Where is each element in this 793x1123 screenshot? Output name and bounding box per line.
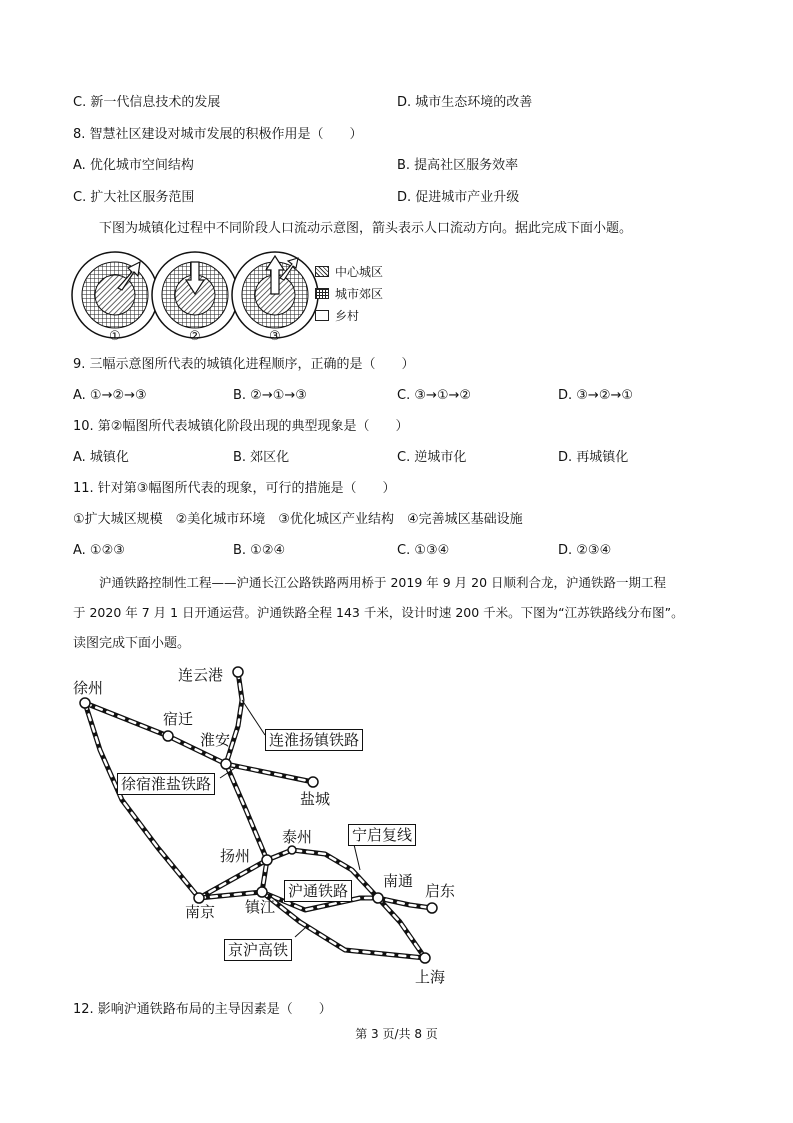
label-xusu-railway: 徐宿淮盐铁路 bbox=[117, 773, 215, 795]
q8-option-d: D. 促进城市产业升级 bbox=[397, 190, 520, 205]
q9-option-d: D. ③→②→① bbox=[558, 388, 634, 403]
station-xuzhou bbox=[80, 698, 90, 708]
station-shanghai bbox=[420, 953, 430, 963]
legend-swatch-hatch bbox=[315, 266, 329, 277]
city-shanghai: 上海 bbox=[415, 968, 446, 986]
label-jinghu-railway: 京沪高铁 bbox=[224, 939, 292, 961]
circle-label-2: ② bbox=[189, 329, 201, 344]
city-xuzhou: 徐州 bbox=[73, 679, 104, 697]
q7-option-c: C. 新一代信息技术的发展 bbox=[73, 95, 221, 110]
q8-option-b: B. 提高社区服务效率 bbox=[397, 158, 519, 173]
city-suqian: 宿迁 bbox=[163, 710, 194, 728]
city-qidong: 启东 bbox=[425, 882, 456, 900]
q8-stem: 8. 智慧社区建设对城市发展的积极作用是（ ） bbox=[73, 127, 363, 142]
station-taizhou bbox=[288, 846, 296, 854]
station-yangzhou bbox=[262, 855, 272, 865]
q9-option-a: A. ①→②→③ bbox=[73, 388, 147, 403]
q7-option-d: D. 城市生态环境的改善 bbox=[397, 95, 533, 110]
figure2-intro-line2: 于 2020 年 7 月 1 日开通运营。沪通铁路全程 143 千米，设计时速 200 千米。下图为“江苏铁路线分布图”。 bbox=[73, 605, 684, 620]
q9-option-b: B. ②→①→③ bbox=[233, 388, 307, 403]
city-lianyungang: 连云港 bbox=[178, 666, 224, 684]
q11-option-d: D. ②③④ bbox=[558, 543, 612, 558]
q10-option-c: C. 逆城市化 bbox=[397, 450, 467, 465]
station-zhenjiang bbox=[257, 887, 267, 897]
q8-option-c: C. 扩大社区服务范围 bbox=[73, 190, 195, 205]
circle-3 bbox=[232, 252, 318, 338]
circle-1 bbox=[72, 252, 158, 338]
city-huaian: 淮安 bbox=[200, 731, 231, 749]
circle-label-3: ③ bbox=[269, 329, 281, 344]
figure2-intro-line3: 读图完成下面小题。 bbox=[73, 636, 191, 651]
station-suqian bbox=[163, 731, 173, 741]
q10-stem: 10. 第②幅图所代表城镇化阶段出现的典型现象是（ ） bbox=[73, 419, 409, 434]
rail-jinghu-west bbox=[85, 703, 199, 898]
circle-label-1: ① bbox=[109, 329, 121, 344]
label-ningqi-railway: 宁启复线 bbox=[348, 824, 416, 846]
q10-option-d: D. 再城镇化 bbox=[558, 450, 629, 465]
legend-label: 中心城区 bbox=[335, 264, 384, 279]
q11-option-a: A. ①②③ bbox=[73, 543, 125, 558]
station-nanjing bbox=[194, 893, 204, 903]
legend-swatch-grid bbox=[315, 288, 329, 299]
station-yancheng bbox=[308, 777, 318, 787]
q11-option-c: C. ①③④ bbox=[397, 543, 450, 558]
label-lianhuai-railway: 连淮扬镇铁路 bbox=[265, 729, 363, 751]
q11-option-b: B. ①②④ bbox=[233, 543, 286, 558]
q9-stem: 9. 三幅示意图所代表的城镇化进程顺序，正确的是（ ） bbox=[73, 357, 415, 372]
city-taizhou: 泰州 bbox=[282, 828, 313, 846]
city-nanjing: 南京 bbox=[185, 903, 216, 921]
legend-suburb bbox=[315, 286, 383, 300]
q8-option-a: A. 优化城市空间结构 bbox=[73, 158, 194, 173]
q12-stem: 12. 影响沪通铁路布局的主导因素是（ ） bbox=[73, 1002, 332, 1017]
legend-label: 乡村 bbox=[335, 308, 360, 323]
legend-rural bbox=[315, 308, 359, 322]
city-zhenjiang: 镇江 bbox=[245, 898, 276, 916]
legend-swatch-blank bbox=[315, 310, 329, 321]
q10-option-b: B. 郊区化 bbox=[233, 450, 290, 465]
city-nantong: 南通 bbox=[383, 872, 414, 890]
legend-label: 城市郊区 bbox=[335, 286, 384, 301]
station-qidong bbox=[427, 903, 437, 913]
q10-option-a: A. 城镇化 bbox=[73, 450, 129, 465]
city-yancheng: 盐城 bbox=[300, 790, 331, 808]
figure2-intro-line1: 沪通铁路控制性工程——沪通长江公路铁路两用桥于 2019 年 9 月 20 日顺利合龙，沪通铁路一期工程 bbox=[99, 575, 667, 590]
legend-core-city bbox=[315, 264, 383, 278]
label-hutong-railway: 沪通铁路 bbox=[284, 880, 352, 902]
q11-stem: 11. 针对第③幅图所代表的现象，可行的措施是（ ） bbox=[73, 481, 396, 496]
station-lianyungang bbox=[233, 667, 243, 677]
circle-2 bbox=[152, 252, 238, 338]
city-yangzhou: 扬州 bbox=[220, 847, 251, 865]
station-huaian bbox=[221, 759, 231, 769]
q9-option-c: C. ③→①→② bbox=[397, 388, 472, 403]
figure1-intro: 下图为城镇化过程中不同阶段人口流动示意图，箭头表示人口流动方向。据此完成下面小题。 bbox=[99, 221, 633, 236]
page-footer: 第 3 页/共 8 页 bbox=[355, 1027, 438, 1041]
station-nantong bbox=[373, 893, 383, 903]
q11-items: ①扩大城区规模 ②美化城市环境 ③优化城区产业结构 ④完善城区基础设施 bbox=[73, 512, 523, 527]
